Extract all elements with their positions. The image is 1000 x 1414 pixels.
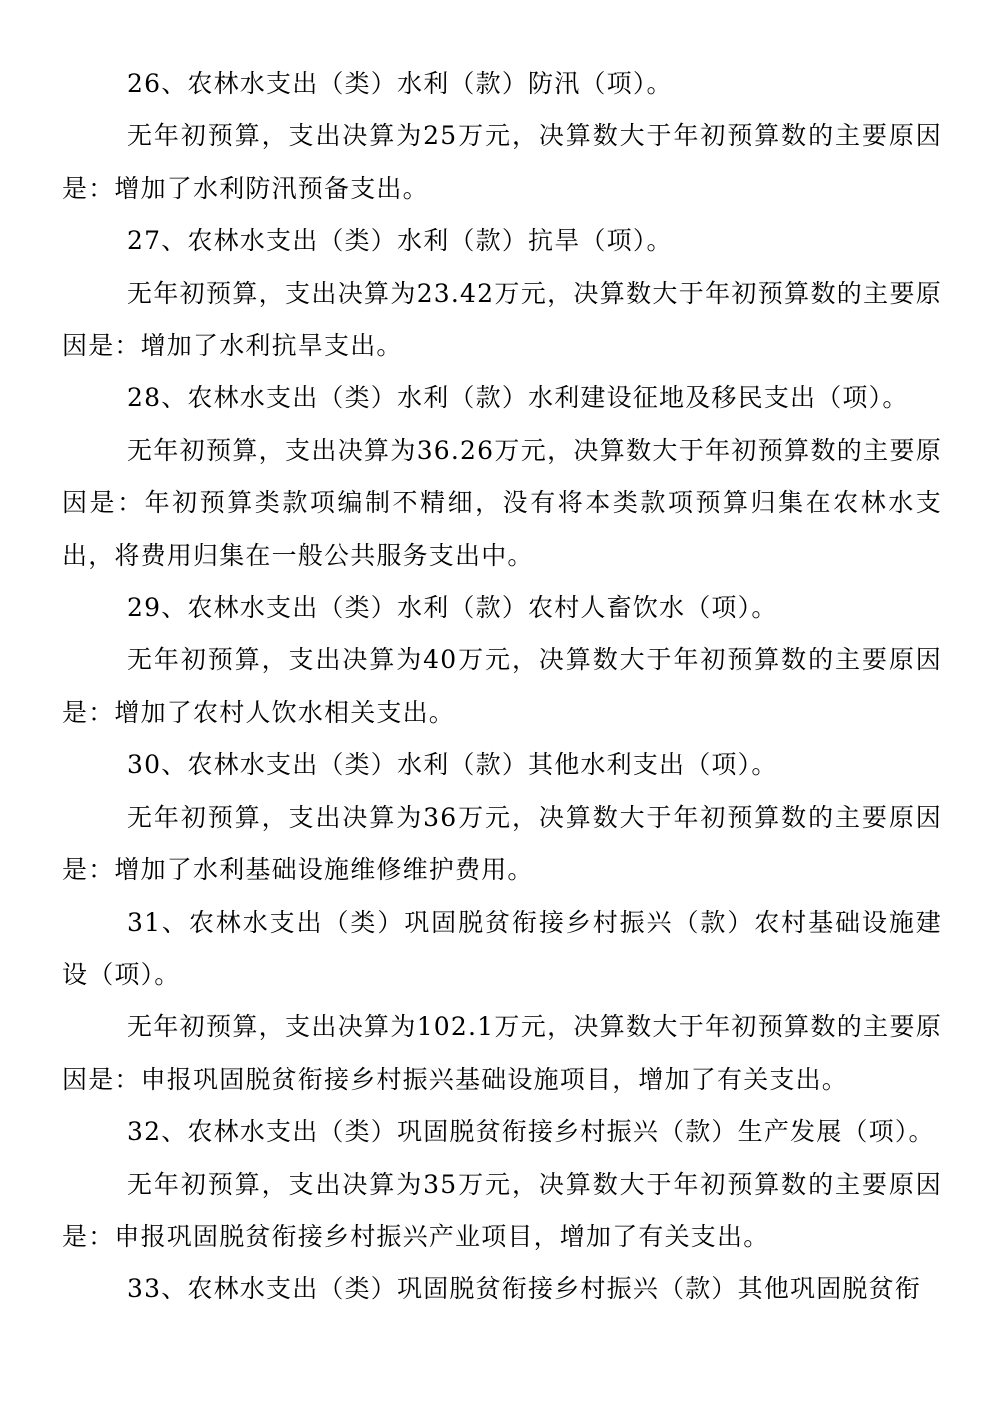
item-32-explanation: 无年初预算，支出决算为35万元，决算数大于年初预算数的主要原因是：申报巩固脱贫衔接乡村振兴产业项目，增加了有关支出。 [62,1169,942,1251]
item-30-heading: 30、农林水支出（类）水利（款）其他水利支出（项）。 [127,750,778,780]
item-27-explanation: 无年初预算，支出决算为23.42万元，决算数大于年初预算数的主要原因是：增加了水利抗旱支出。 [62,278,942,361]
item-32-heading: 32、农林水支出（类）巩固脱贫衔接乡村振兴（款）生产发展（项）。 [127,1117,935,1147]
item-31-heading: 31、农林水支出（类）巩固脱贫衔接乡村振兴（款）农村基础设施建设（项）。 [62,907,942,989]
document-page [62,58,942,1316]
item-29-heading: 29、农林水支出（类）水利（款）农村人畜饮水（项）。 [127,593,778,623]
item-30-explanation: 无年初预算，支出决算为36万元，决算数大于年初预算数的主要原因是：增加了水利基础设施维修维护费用。 [62,802,942,885]
item-26-heading: 26、农林水支出（类）水利（款）防汛（项）。 [127,69,673,98]
item-29-explanation: 无年初预算，支出决算为40万元，决算数大于年初预算数的主要原因是：增加了农村人饮水相关支出。 [62,645,942,727]
item-33-heading: 33、农林水支出（类）巩固脱贫衔接乡村振兴（款）其他巩固脱贫衔 [127,1274,922,1304]
item-28-heading: 28、农林水支出（类）水利（款）水利建设征地及移民支出（项）。 [127,383,909,413]
item-27-heading: 27、农林水支出（类）水利（款）抗旱（项）。 [127,226,673,256]
item-26-explanation: 无年初预算，支出决算为25万元，决算数大于年初预算数的主要原因是：增加了水利防汛预备支出。 [62,121,942,203]
item-28-explanation: 无年初预算，支出决算为36.26万元，决算数大于年初预算数的主要原因是：年初预算类款项编制不精细，没有将本类款项预算归集在农林水支出，将费用归集在一般公共服务支出中。 [62,435,942,570]
item-31-explanation: 无年初预算，支出决算为102.1万元，决算数大于年初预算数的主要原因是：申报巩固脱贫衔接乡村振兴基础设施项目，增加了有关支出。 [62,1012,942,1094]
